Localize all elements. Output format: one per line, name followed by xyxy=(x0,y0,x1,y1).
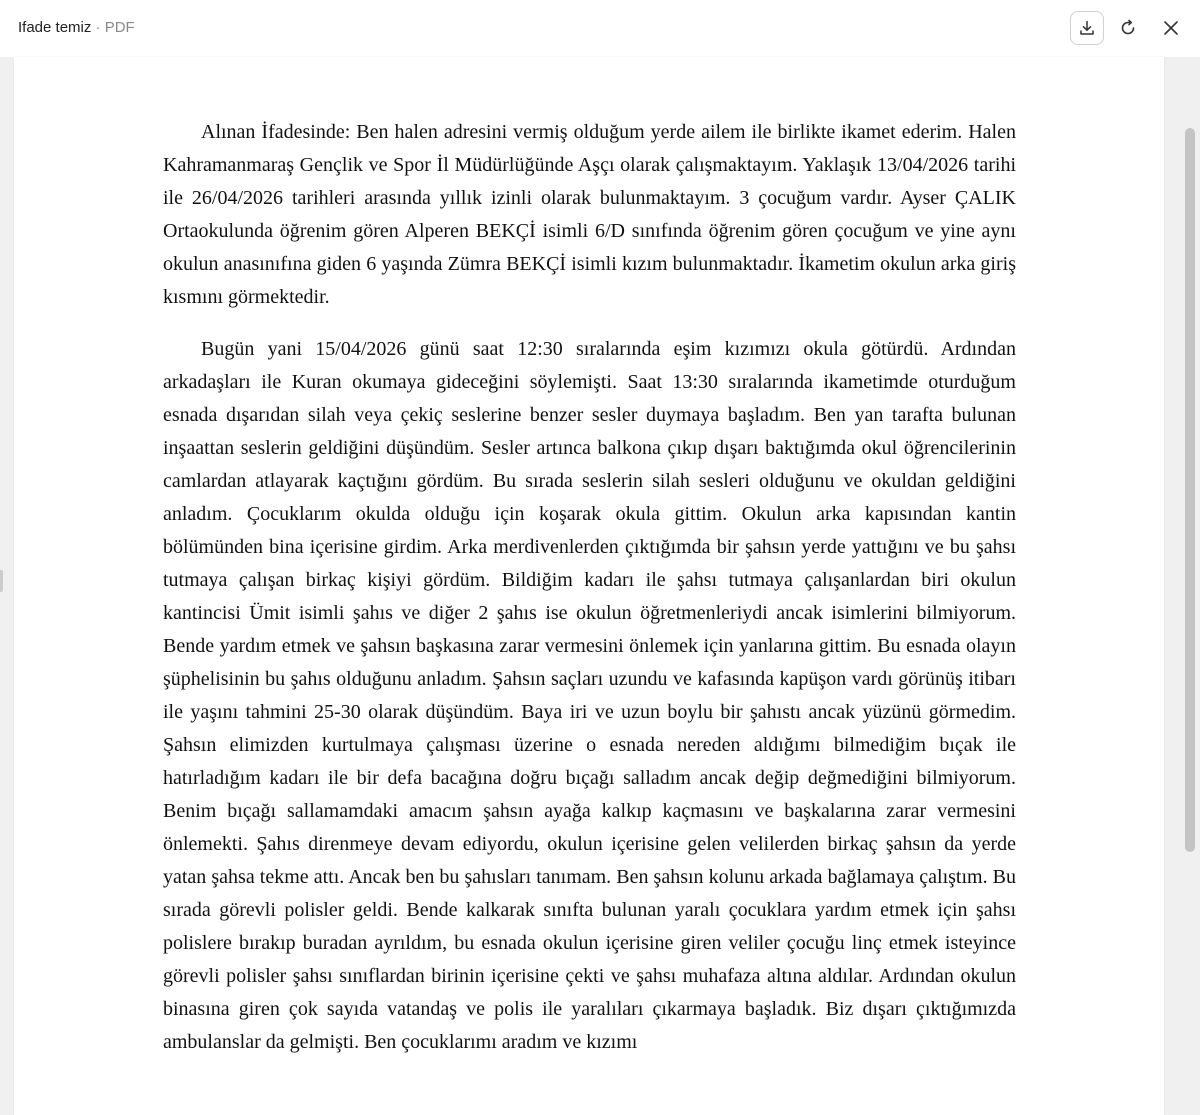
title-separator: · xyxy=(95,19,101,36)
reload-button[interactable] xyxy=(1111,11,1145,45)
pdf-viewer-area[interactable] xyxy=(0,57,1200,1115)
paragraph: Alınan İfadesinde: Ben halen adresini vermiş olduğum yerde ailem ile birlikte ikamet ederim. Halen Kahramanmaraş Gençlik ve Spor İl Müdürlüğünde Aşçı olarak çalışmaktayım. Yaklaşık 13/04/2026 tarihi ile 26/04/2026 tarihleri arasında yıllık izinli olarak bulunmaktayım. 3 çocuğum vardır. Ayser ÇALIK Ortaokulunda öğrenim gören Alperen BEKÇİ isimli 6/D sınıfında öğrenim gören çocuğum ve yine aynı okulun anasınıfına giden 6 yaşında Zümra BEKÇİ isimli kızım bulunmaktadır. İkametim okulun arka giriş kısmını görmektedir. xyxy=(163,121,1016,308)
pdf-page xyxy=(14,57,1164,1115)
vertical-scrollbar[interactable] xyxy=(1183,60,1198,1115)
file-type-label: PDF xyxy=(104,19,135,36)
paragraph: Bugün yani 15/04/2026 günü saat 12:30 sıralarında eşim kızımızı okula götürdü. Ardından arkadaşları ile Kuran okumaya gideceğini söylemişti. Saat 13:30 sıralarında ikametimde oturduğum esnada dışarıdan silah veya çekiç seslerine benzer sesler duymaya başladım. Ben yan tarafta bulunan inşaattan seslerin geldiğini düşündüm. Sesler artınca balkona çıkıp dışarı baktığımda okul öğrencilerinin camlardan atlayarak kaçtığını gördüm. Bu sırada seslerin silah sesleri olduğunu ve okuldan geldiğini anladım. Çocuklarım okulda olduğu için koşarak okula gittim. Okulun arka kapısından kantin bölümünden bina içerisine girdim. Arka merdivenlerden çıktığımda bir şahsın yerde yattığını ve bu şahsı tutmaya çalışan birkaç kişiyi gördüm. Bildiğim kadarı ile şahsı tutmaya çalışanlardan biri okulun kantincisi Ümit isimli şahıs ve diğer 2 şahıs ise okulun öğretmenleriydi ancak isimlerini bilmiyorum. Bende yardım etmek ve şahsın başkasına zarar vermesini önlemek için yanlarına gittim. Bu esnada olayın şüphelisinin bu şahıs olduğunu anladım. Şahsın saçları uzundu ve kafasında kapüşon vardı görünüş itibarı ile yaşını tahmini 25-30 olarak düşündüm. Baya iri ve uzun boylu bir şahıstı ancak yüzünü görmedim. Şahsın elimizden kurtulmaya çalışması üzerine o esnada nereden aldığımı bilmediğim bıçak ile hatırladığım kadarı ile bir defa bacağına doğru bıçağı salladım ancak değip değmediğini bilmiyorum. Benim bıçağı sallamamdaki amacım şahsın ayağa kalkıp kaçmasını ve başkalarına zarar vermesini önlemekti. Şahıs direnmeye devam ediyordu, okulun içerisine gelen velilerden birkaç şahsın da yerde yatan şahsa tekme attı. Ancak ben bu şahısları tanımam. Ben şahsın kolunu arkada bağlamaya çalıştım. Bu sırada görevli polisler geldi. Bende kalkarak sınıfta bulunan yaralı çocuklara yardım etmek için şahsı polislere bırakıp buradan ayrıldım, bu esnada okulun içerisine giren veliler çocuğu linç etmek isteyince görevli polisler şahsı sınıflardan birinin içerisine çekti ve şahsı muhafaza altına aldılar. Ardından okulun binasına giren çok sayıda vatandaş ve polis ile yaralıları çıkarmaya başladık. Biz dışarı çıktığımızda ambulanslar da gelmişti. Ben çocuklarımı aradım ve kızımı xyxy=(163,338,1016,1053)
document-title-bar xyxy=(18,18,135,38)
reload-icon xyxy=(1118,18,1138,38)
download-icon xyxy=(1078,19,1096,37)
download-button[interactable] xyxy=(1070,11,1104,45)
side-panel-handle[interactable] xyxy=(0,570,3,592)
page-text xyxy=(163,116,1016,1078)
close-button[interactable] xyxy=(1154,11,1188,45)
viewer-header xyxy=(0,0,1200,57)
document-title: Ifade temiz xyxy=(18,19,92,36)
scrollbar-thumb[interactable] xyxy=(1185,128,1195,852)
close-icon xyxy=(1162,19,1180,37)
